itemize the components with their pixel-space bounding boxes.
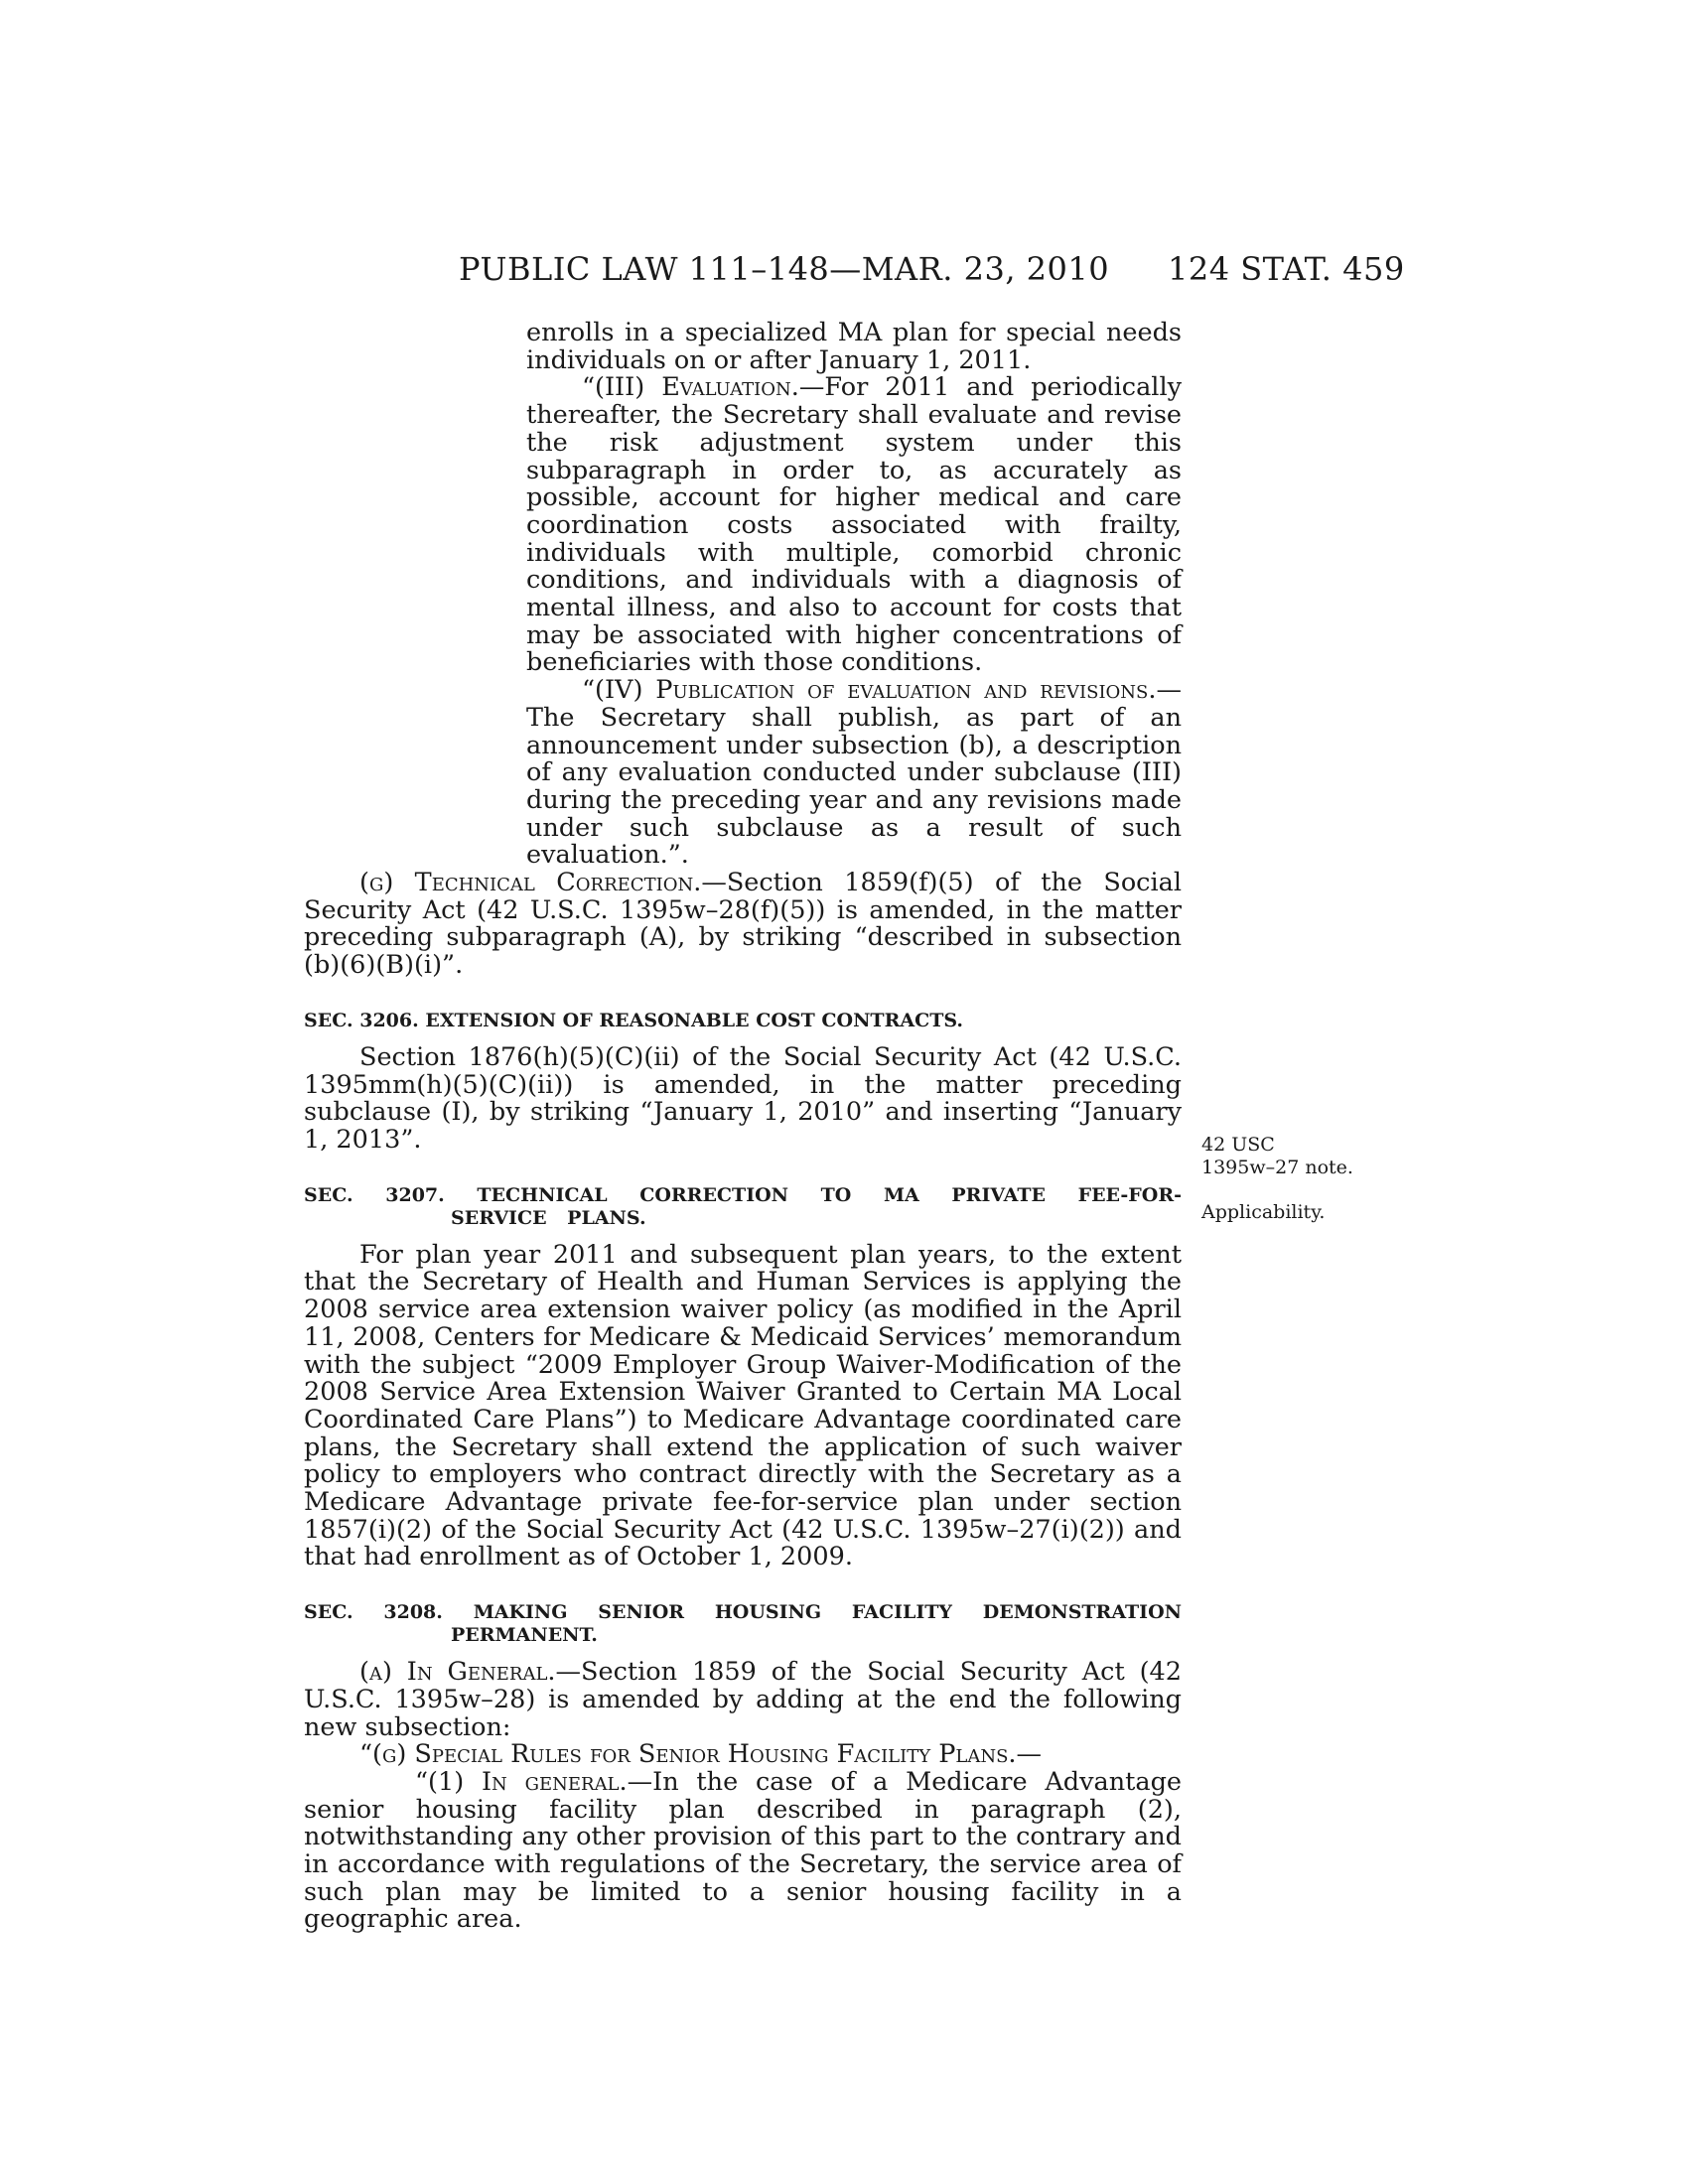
subsection-a-in-general xyxy=(304,1659,1182,1741)
section-3208-heading: SEC. 3208. MAKING SENIOR HOUSING FACILITY DEMONSTRATION PERMANENT. xyxy=(304,1601,1182,1647)
subsection-g-technical-correction xyxy=(304,870,1182,980)
section-3206-text: Section 1876(h)(5)(C)(ii) of the Social Security Act (42 U.S.C. 1395mm(h)(5)(C)(ii)) is amended, in the matter preceding subclause (I), by striking “January 1, 2010” and inserting “January 1, 2013”. xyxy=(304,1041,1182,1155)
subclause-iii-heading: “(III) Evaluation. xyxy=(582,372,799,403)
running-header-page: 124 STAT. 459 xyxy=(1168,250,1405,288)
paragraph-1-heading: “(1) In general. xyxy=(415,1766,628,1797)
subsection-g-special-rules-heading: “(g) Special Rules for Senior Housing Facility Plans.— xyxy=(359,1739,1043,1770)
margin-note-usc-line1: 42 USC xyxy=(1201,1134,1275,1156)
subclause-iii-evaluation xyxy=(526,374,1182,677)
running-header-law: PUBLIC LAW 111–148—MAR. 23, 2010 xyxy=(459,250,1110,288)
section-3206-heading: SEC. 3206. EXTENSION OF REASONABLE COST CONTRACTS. xyxy=(304,1009,964,1031)
paragraph-continuation: enrolls in a specialized MA plan for special needs individuals on or after January 1, 2011. xyxy=(526,318,1182,375)
subclause-iii-text: —For 2011 and periodically thereafter, the Secretary shall evaluate and revise the risk adjustment system under this subparagraph in order to, as accurately as possible, account for higher medical and care coordination costs associated with frailty, individuals with multiple, comorbid chronic conditions, and individuals with a diagnosis of mental illness, and also to account for costs that may be associated with higher concentrations of beneficiaries with those conditions. xyxy=(526,372,1183,678)
section-3207-heading: SEC. 3207. TECHNICAL CORRECTION TO MA PRIVATE FEE-FOR-SERVICE PLANS. xyxy=(304,1183,1182,1229)
subclause-iv-heading: “(IV) Publication of evaluation and revisions. xyxy=(582,675,1157,706)
paragraph-1-in-general xyxy=(304,1766,1182,1935)
subclause-iv-text: —The Secretary shall publish, as part of an announcement under subsection (b), a description of any evaluation conducted under subclause (III) during the preceding year and any revisions made under such subclause as a result of such evaluation.”. xyxy=(526,675,1182,871)
subsection-a-text: —Section 1859 of the Social Security Act (42 U.S.C. 1395w–28) is amended by adding at the end the following new subsection: xyxy=(304,1657,1182,1742)
margin-note-usc-line2: 1395w–27 note. xyxy=(1201,1157,1353,1178)
margin-note-applicability: Applicability. xyxy=(1201,1201,1326,1223)
subsection-g-heading: (g) Technical Correction. xyxy=(359,868,702,898)
paragraph-1-text: —In the case of a Medicare Advantage senior housing facility plan described in paragraph (2), notwithstanding any other provision of this part to the contrary and in accordance with regulations of the Secretary, the service area of such plan may be limited to a senior housing facility in a geographic area. xyxy=(304,1766,1182,1935)
subclause-iv-publication xyxy=(526,677,1182,870)
subsection-a-heading: (a) In General. xyxy=(359,1657,556,1688)
margin-note-usc xyxy=(1201,1134,1353,1179)
body-text-column xyxy=(304,320,1182,1934)
section-3207-text: For plan year 2011 and subsequent plan years, to the extent that the Secretary of Health and Human Services is applying the 2008 service area extension waiver policy (as modified in the April 11, 2008, Centers for Medicare & Medicaid Services’ memorandum with the subject “2009 Employer Group Waiver-Modification of the 2008 Service Area Extension Waiver Granted to Certain MA Local Coordinated Care Plans”) to Medicare Advantage coordinated care plans, the Secretary shall extend the application of such waiver policy to employers who contract directly with the Secretary as a Medicare Advantage private fee-for-service plan under section 1857(i)(2) of the Social Security Act (42 U.S.C. 1395w–27(i)(2)) and that had enrollment as of October 1, 2009. xyxy=(304,1239,1182,1572)
subsection-g-text: —Section 1859(f)(5) of the Social Security Act (42 U.S.C. 1395w–28(f)(5)) is amended, in the matter preceding subparagraph (A), by striking “described in subsection (b)(6)(B)(i)”. xyxy=(304,868,1182,981)
